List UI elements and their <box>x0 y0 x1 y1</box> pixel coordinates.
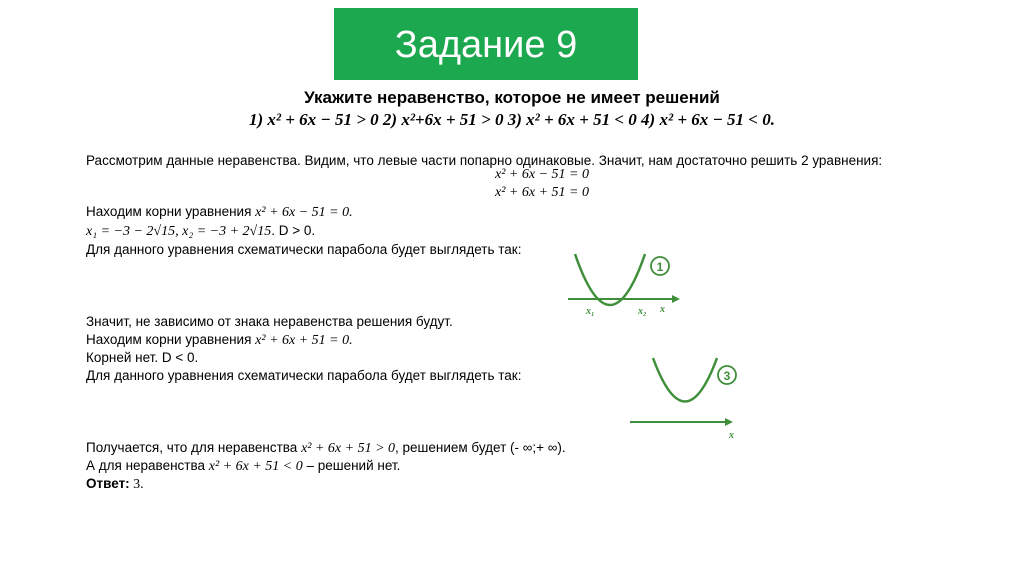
result-1-pre: Получается, что для неравенства <box>86 440 302 455</box>
roots-2-text: Находим корни уравнения <box>86 332 256 347</box>
result-2-pre: А для неравенства <box>86 458 209 473</box>
conclusion-1: Значит, не зависимо от знака неравенства решения будут. <box>86 314 453 329</box>
result-2-equation: x² + 6x + 51 < 0 <box>208 459 303 474</box>
task-options: 1) x² + 6x − 51 > 0 2) x²+6x + 51 > 0 3) x² + 6x + 51 < 0 4) x² + 6x − 51 < 0. <box>248 110 775 129</box>
equation-1: x² + 6x − 51 = 0 <box>495 167 589 182</box>
answer-line <box>86 476 144 493</box>
discriminant-positive: . D > 0. <box>271 223 316 238</box>
roots-1-equation: x² + 6x − 51 = 0. <box>255 205 353 220</box>
graph-1-x2-label: x₂ <box>638 306 647 317</box>
equation-2: x² + 6x + 51 = 0 <box>495 185 589 200</box>
slide-title-box <box>334 8 638 80</box>
parabola-2-text: Для данного уравнения схематически парабола будет выглядеть так: <box>86 368 522 383</box>
roots-1-line <box>86 204 353 221</box>
slide-title: Задание 9 <box>394 24 578 66</box>
result-1-line <box>86 440 566 457</box>
parabola-graph-2 <box>625 350 745 445</box>
graph-1-axis-label: x <box>660 304 665 315</box>
roots-2-line <box>86 332 353 349</box>
answer-label: Ответ: <box>86 476 130 491</box>
result-1-post: , решением будет (- ∞;+ ∞). <box>395 440 566 455</box>
task-question: Укажите неравенство, которое не имеет решений <box>304 88 720 107</box>
solution-intro: Рассмотрим данные неравенства. Видим, что левые части попарно одинаковые. Значит, нам достаточно решить 2 уравнения: <box>86 153 883 168</box>
graph-1-parabola <box>575 254 645 305</box>
graph-1-badge: 1 <box>656 260 664 274</box>
result-2-post: – решений нет. <box>302 458 401 473</box>
answer-value: 3. <box>129 477 144 492</box>
roots-1-text: Находим корни уравнения <box>86 204 256 219</box>
graph-2-badge: 3 <box>723 369 731 383</box>
graph-2-parabola <box>653 358 717 402</box>
result-2-line <box>86 458 400 475</box>
result-1-equation: x² + 6x + 51 > 0 <box>301 441 396 456</box>
graph-2-axis-arrow <box>725 418 733 426</box>
roots-1-values: x₁ = −3 − 2√15, x₂ = −3 + 2√15 <box>86 224 272 239</box>
roots-2-equation: x² + 6x + 51 = 0. <box>255 333 353 348</box>
graph-1-x1-label: x₁ <box>586 306 595 317</box>
roots-1-values-line <box>86 223 315 240</box>
parabola-graph-1 <box>560 246 690 321</box>
parabola-1-text: Для данного уравнения схематически парабола будет выглядеть так: <box>86 242 522 257</box>
no-roots-text: Корней нет. D < 0. <box>86 350 199 365</box>
graph-1-axis-arrow <box>672 295 680 303</box>
graph-2-axis-label: x <box>729 430 734 441</box>
